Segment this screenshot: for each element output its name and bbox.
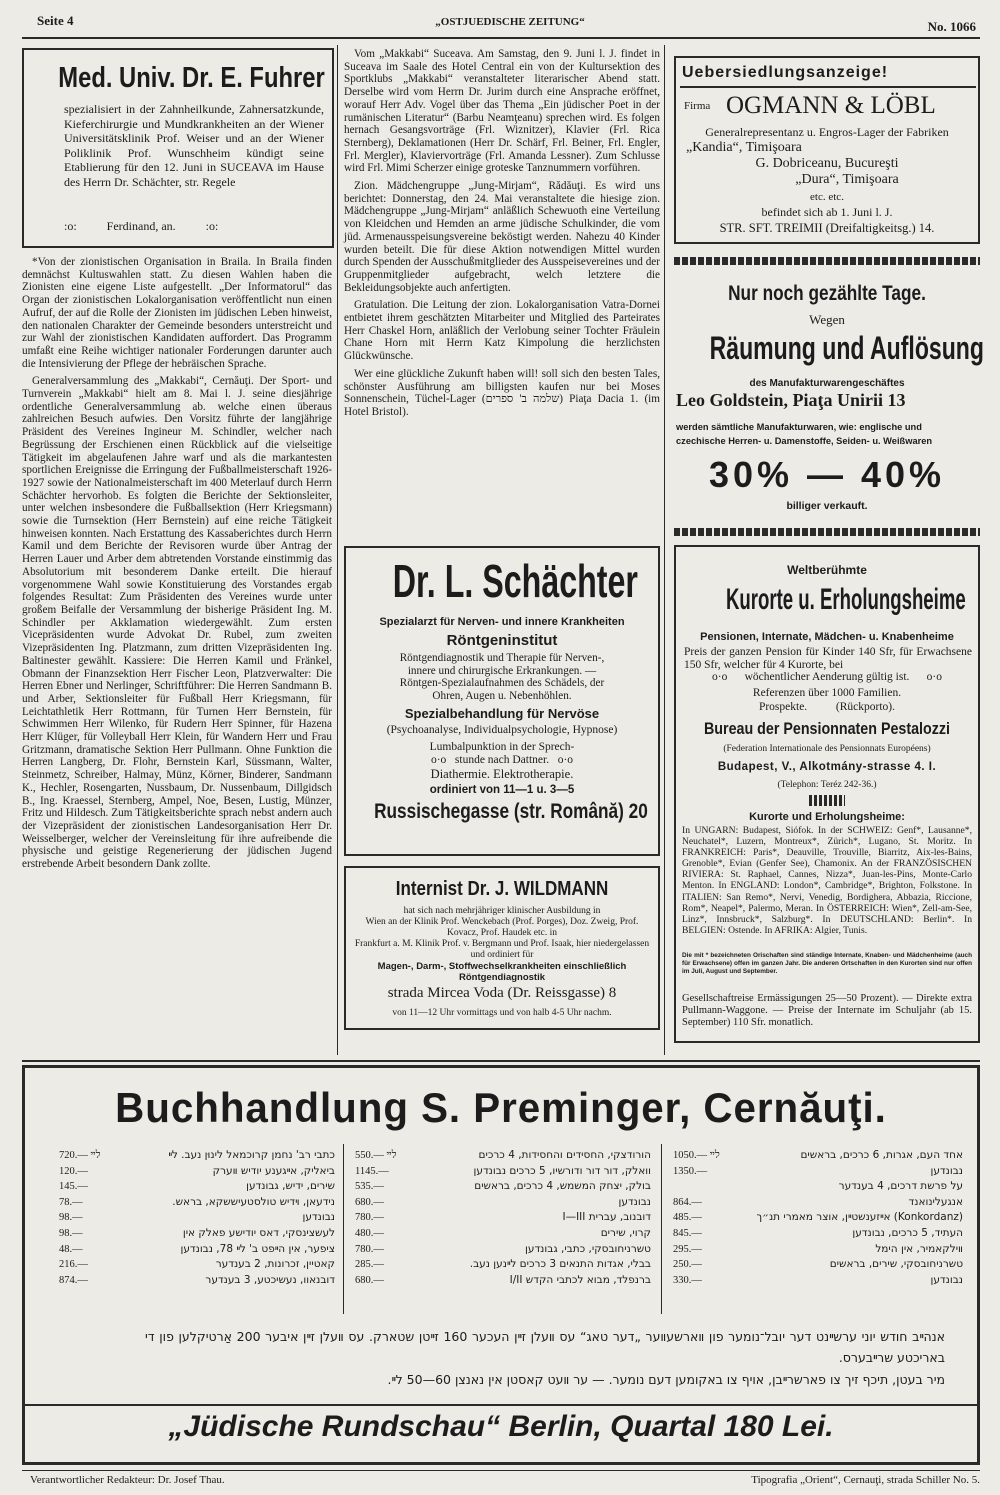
ad-wildmann (344, 866, 660, 1030)
book-price: 535.— (355, 1181, 384, 1193)
book-price: 780.— (355, 1212, 384, 1224)
institute-title: Röntgeninstitut (446, 632, 558, 649)
book-title: לעשצינסקי, דאס יודישע פאלק אין (182, 1226, 335, 1239)
book-title: אחד העם, אגרות, 6 כרכים, בראשים (800, 1149, 963, 1161)
book-title: בולק, יצחק המשמש, 4 כרכים, בראשים (474, 1180, 651, 1193)
banner-rule (25, 1404, 977, 1406)
goldstein-shop: Leo Goldstein, Piaţa Unirii 13 (676, 390, 906, 410)
goldstein-line9: billiger verkauft. (786, 500, 868, 512)
book-row (59, 1210, 335, 1226)
pestalozzi-line9: (Federation Internationale des Pensionnats Européens) (723, 744, 931, 754)
ad-ogmann (674, 56, 980, 244)
goldstein-line1: Nur noch gezählte Tage. (728, 282, 926, 305)
office-hours: ordiniert von 11—1 u. 3—5 (429, 784, 575, 796)
diathermie: Diathermie. Elektrotherapie. (430, 767, 574, 781)
ogmann-line4: „Dura“, Timişoara (795, 172, 899, 187)
ogmann-line3: G. Dobriceanu, Bucureşti (755, 156, 899, 171)
ogmann-line5: etc. etc. (810, 191, 844, 203)
institute-text: Röntgendiagnostik und Therapie für Nerven-, innere und chirurgische Erkrankungen. — Röntgen-Spezialaufnahmen des Schädels, der Ohren, Augen u. Nebenhöhlen. (399, 652, 605, 703)
book-price: 680.— (355, 1196, 384, 1208)
pestalozzi-line4: Preis der ganzen Pension für Kinder 140 Sfr, für Erwachsene 150 Sfr, welcher für 4 Kurorte, bei (684, 646, 972, 671)
book-row (59, 1164, 335, 1180)
special-text: (Psychoanalyse, Individualpsychologie, Hypnose) (386, 724, 618, 736)
book-title: קאטיין, זכרונות, 2 בענדער (215, 1258, 335, 1271)
wildmann-text3: Frankfurt a. M. Klinik Prof. v. Bergmann und Prof. Isaak, hier niedergelassen und ordiniert für (354, 939, 650, 960)
book-row (355, 1273, 651, 1289)
book-price: 780.— (355, 1243, 384, 1255)
book-price: 120.— (59, 1165, 88, 1177)
lumbal-line1: Lumbalpunktion in der Sprech- (429, 741, 575, 753)
ad-preminger (22, 1065, 980, 1465)
column-divider (664, 45, 665, 1055)
book-row (355, 1226, 651, 1242)
col1-articles (22, 256, 332, 876)
pestalozzi-line1: Weltberühmte (787, 563, 867, 577)
issue-number: No. 1066 (927, 19, 976, 34)
bookstore-title: Buchhandlung S. Preminger, Cernăuţi. (115, 1084, 887, 1131)
newspaper-title: „OSTJUEDISCHE ZEITUNG“ (435, 16, 585, 28)
article-braila: *Von der zionistischen Organisation in Braila. In Braila finden demnächst Kultuswahlen statt. Zu diesen Wahlen haben die Zionisten eine eigene Liste aufgestellt. „Der Informatorul“ das Organ der zionistischen Lokalorganisation veröffentlicht nun einen Aufruf, der auf die Rolle der Zionisten im jüdischen Leben hinweist, den nationalen Charakter der Gemeinde besonders unterstreicht und zur Wahl der zionistischen Kandidaten auffordert. Das Programm umfaßt eine Reihe wichtiger nationaler Forderungen darunter auch die Intensivierung der Pflege der hebräischen Sprache. (22, 256, 332, 370)
book-title: נבונדען (618, 1195, 651, 1208)
goldstein-line4: des Manufakturwarengeschäftes (749, 378, 905, 389)
printer-credit: Tipografia „Orient“, Cernauţi, strada Schiller No. 5. (751, 1474, 980, 1486)
list-divider (343, 1144, 344, 1314)
book-price: 285.— (355, 1259, 384, 1271)
goldstein-line6: werden sämtliche Manufakturwaren, wie: englische und (676, 422, 922, 432)
book-price: 98.— (59, 1227, 83, 1239)
decor-rule (674, 257, 980, 265)
book-price: 78.— (59, 1196, 83, 1208)
book-title: הורודצקי, החסידים והחסידות, 4 כרכים (478, 1149, 651, 1161)
ad-goldstein (674, 272, 984, 520)
book-title: ביאליק, אײגענע יודיש װערק (212, 1164, 335, 1177)
doctor-name: Internist Dr. J. WILDMANN (395, 878, 609, 900)
book-row (673, 1179, 963, 1195)
book-price: 250.— (673, 1259, 702, 1271)
book-title: נבונדען (302, 1211, 335, 1224)
article-makkabi-gv: Generalversammlung des „Makkabi“, Cernăuţi. Der Sport- und Turnverein „Makkabi“ hielt am 8. Mai l. J. seine diesjährige ordentliche Generalversammlung ab. welche einen überaus zahlreichen Besuch aufwies. Den Vorsitz führte der langjährige Präsident des Vereines Ingineur M. Schindler, welcher nach Begrüssung der Erschienen einen Rückblick auf die vielseitige Tätigkeit im abgelaufenen Jahre warf und als die markantesten sportlichen Ereignisse die Erringung der Fußballmeisterschaft 1926-1927 sowie der Nationalmeisterschaft im 400 Meterlauf durch Herrn Schächter hervorhob. Es folgten die Berichte der Sektionsleiter, unter welchen insbesondere die Fußballsektion (Herr Kriegsmann) sowie die Turnsektion (Herr Bernstein) auf eine reiche Tätigkeit hinweisen konnten. Nach Erstattung des Kassaberichtes durch Herrn Kamil und dem Berichte der Revisoren wurde über Antrag der Herren Lauer und Arber dem abtretenden Vorstande einstimmig das Absolutorium mit besonderem Danke erteilt. Die hierauf vorgenommene Wahl sowie Konstituierung des Vorstandes ergab folgendes Resultat: Zum Präsidenten des Vereines wurde unter großem Beifalle der Versammlung der bisherige Präsident Ing. M. Schindler per Akklamation wiedergewählt. Zum ersten Vicepräsidenten wurde Advokat Dr. Rubel, zum zweiten Vizepräsidenten Ing. Platzmann, zum dritten Vizepräsidenten Ing. Baltinester gewählt. Kassiere: Die Herren Kamil und Fränkel, Obmann der Finanzsektion Herr Fischer Leon, Platzverwalter: Die Herren Ebner und Nerlinger, Schriftführer: Die Herren Sandmann B. und Arber, Sektionsleiter für Fußball Herr Kriegsmann, für Leichtathletik Herr Rottmann, für Turnen Herr Bernstein, für Schwimmen Herr Wilenko, für Rudern Herr Spinner, für Hazena Herr Klüger, für Volleyball Herr Klein, für Wandern Herr und Frau Gritzmann, dramatische Sektion Herr Pullmann. Ohne Funktion die Herren Langberg, Dr. Flohr, Bernstein Karl, Süssmann, Walter, Steinmetz, Schreiber, Halmay, Münz, Körner, Binderer, Sandmann K., Hechler, Rosengarten, Nussbaum, Dr. Nussenbaum, Dillgidsch B., Ing. Kraessel, Sternberg, Ampel, Noe, Besen, Lustig, Münzer, Fritz und Hildesch. Zum Tätigkeitsberichte sprach nebst andern auch der Vizepräsident der zionistischen Landesorganisation Herr Dr. Weisselberger, welcher der Vereinsleitung für ihre aufreibende die physische und geistige Regenerierung der jüdischen Jugend erstrebende Arbeit besondern Dank zollte. (22, 375, 332, 871)
page-number: Seite 4 (37, 13, 74, 28)
book-price: 864.— (673, 1196, 702, 1208)
book-row (59, 1195, 335, 1211)
firma-label: Firma (684, 100, 711, 112)
book-title: אנגעלינואנד (908, 1195, 963, 1208)
book-row (673, 1226, 963, 1242)
book-title: (Konkordanz) אײזענשטײן, אוצר מאמרי תנ״ך (756, 1211, 963, 1224)
book-row (59, 1179, 335, 1195)
book-price: 98.— (59, 1212, 83, 1224)
book-price: 874.— (59, 1274, 88, 1286)
bureau-name: Bureau der Pensionnaten Pestalozzi (703, 719, 950, 738)
pestalozzi-line15: Gesellschaftreise Ermässigungen 25—50 Prozent). — Direkte extra Pullmann-Waggone. — Preise der Internate im Schuljahr (ab 15. September) 110 Sfr. monatlich. (682, 993, 972, 1028)
pestalozzi-line5: o·o wöchentlicher Aenderung gültig ist. o·o (712, 671, 942, 683)
address: Russischegasse (str. Română) 20 (374, 800, 648, 823)
book-price: 216.— (59, 1259, 88, 1271)
pestalozzi-headline: Kurorte u. Erholungsheime (725, 583, 966, 616)
book-title: װילקאמיר, אין הימל (875, 1242, 963, 1255)
book-price: 1145.— (355, 1165, 389, 1177)
book-row (355, 1242, 651, 1258)
resort-note: Die mit * bezeichneten Orischaften sind ständige Internate, Knaben- und Mädchenheime (auch für Erwachsene) offen im ganzen Jahr. Die anderen Ortschaften in den Kurorten sind nur offen im Juli, August und September. (682, 952, 972, 975)
doctor-name: Med. Univ. Dr. E. Fuhrer (58, 62, 325, 94)
book-row (355, 1210, 651, 1226)
book-title: בבלי, אגדות התנאים 3 כרכים לײנען נעב. (469, 1258, 651, 1271)
der-tog-notice: אנהײב חודש יוני ערשײנט דער יובל־נומער פון װארשעװער „דער טאג“ עס װעלן זײן העכער 160 זײטן שטארק. עס װעלן זײן איבער 200 אַרטיקלען פון די באריכטע שרײבערס. (145, 1329, 945, 1365)
decor-rule (674, 528, 980, 536)
article-gratulation: Gratulation. Die Leitung der zion. Lokalorganisation Vatra-Dornei entbietet ihrem geschätzten Mitarbeiter und Mitglied des Parteirates Herr Chaskel Horn, anläßlich der Verlobung seiner Tochter Fräulein Chane Horn mit Herrn Katz Kimpolung die herzlichsten Glückwünsche. (344, 299, 660, 363)
lumbal-line2: o·o stunde nach Dattner. o·o (430, 754, 574, 766)
book-row (355, 1257, 651, 1273)
address: strada Mircea Voda (Dr. Reissgasse) 8 (387, 985, 617, 1001)
book-price: 680.— (355, 1274, 384, 1286)
book-price: 1350.— (673, 1165, 708, 1177)
goldstein-line2: Wegen (809, 312, 845, 327)
book-title: קרוי, שירים (600, 1226, 651, 1239)
article-tales: Wer eine glückliche Zukunft haben will! soll sich den besten Tales, schönster Ausführung am billigsten kaufen nur bei Moses Sonnenschein, Tüchel-Lager (שלמה ב' ספרים) Piaţa Dacia 1. (im Hotel Bristol). (344, 367, 660, 418)
book-title: דובנוב, עברית I—III (562, 1211, 651, 1224)
wildmann-text1: hat sich nach mehrjähriger klinischer Ausbildung in (403, 906, 601, 916)
ogmann-line1: Generalrepresentanz u. Engros-Lager der Fabriken (705, 125, 949, 139)
book-row (673, 1273, 963, 1289)
book-row (59, 1257, 335, 1273)
ad-rule (680, 86, 976, 88)
goldstein-line7: czechische Herren- u. Damenstoffe, Seiden- u. Weißwaren (676, 436, 933, 446)
book-price: 845.— (673, 1227, 702, 1239)
company-name: OGMANN & LÖBL (726, 92, 936, 119)
book-row (673, 1257, 963, 1273)
book-price: 720.— לײ (59, 1150, 101, 1161)
ad-last-line: :o: Ferdinand, an. :o: (64, 219, 219, 233)
book-price: 330.— (673, 1274, 702, 1286)
book-title: כתבי רב' נחמן קרוכמאל לינוּן נעב. לײ (168, 1149, 335, 1161)
book-row (59, 1148, 335, 1164)
article-jung-mirjam: Zion. Mädchengruppe „Jung-Mirjam“, Rădăuţi. Es wird uns berichtet: Donnerstag, den 24. Mai veranstaltete die hiesige zion. Mädchengruppe „Jung-Mirjam“ anläßlich Schewuoth eine Verteilung von Kleidchen und Hemden an arme jüdische Schulkinder, die vom jüd. Armenausspeisungsvereine beköstigt werden. Nahezu 40 Kinder wurden beteilt. Die für diese Aktion notwendigen Mittel wurden durch Spenden der Ausschußmitglieder des Ausspeisevereines und der Gruppenmitglieder aufgebracht, welch letztere die Bekleidungsobjekte auch anfertigten. (344, 180, 660, 294)
book-title: ציפער, אין הײפט ב' לײ 78, נבונדען (180, 1242, 335, 1255)
book-row (355, 1148, 651, 1164)
ad-text: spezialisiert in der Zahnheilkunde, Zahnersatzkunde, Kieferchirurgie und Mundkrankheiten an der Wiener Universitätsklinik Prof. Weiser und an der Wiener Poliklinik Prof. Wunschheim kündigt seine Etablierung für den 12. Juni in SUCEAVA im Hause des Herrn Dr. Schächter, str. Regele (64, 102, 324, 189)
book-row (59, 1242, 335, 1258)
ogmann-line6: befindet sich ab 1. Juni l. J. (761, 205, 893, 219)
book-title: דובנאוו, נעשיכטע, 3 בענדער (205, 1273, 335, 1286)
booklist-left (673, 1148, 963, 1288)
book-row (673, 1195, 963, 1211)
pestalozzi-line6: Referenzen über 1000 Familien. (752, 687, 902, 699)
book-title: טשרניחובסקי, שירים, בראשים (829, 1258, 963, 1271)
book-row (673, 1242, 963, 1258)
section-rule (22, 1060, 980, 1062)
book-row (355, 1164, 651, 1180)
book-price: 550.— לײ (355, 1150, 397, 1161)
wildmann-text2: Wien an der Klinik Prof. Wenckebach (Prof. Porges), Doz. Zweig, Prof. Kovacz, Prof. Haudek etc. in (365, 917, 639, 938)
book-row (673, 1210, 963, 1226)
header-rule (22, 37, 980, 39)
editor-credit: Verantwortlicher Redakteur: Dr. Josef Thau. (30, 1474, 225, 1486)
book-price: 480.— (355, 1227, 384, 1239)
pestalozzi-line3: Pensionen, Internate, Mädchen- u. Knabenheime (700, 631, 954, 643)
booklist-right (59, 1148, 335, 1288)
bureau-address: Budapest, V., Alkotmány-strasse 4. I. (717, 761, 937, 773)
pestalozzi-line12: Kurorte und Erholungsheime: (749, 811, 905, 823)
ad-subtitle: Spezialarzt für Nerven- und innere Krankheiten (379, 616, 625, 628)
footer-rule (22, 1470, 980, 1471)
book-row (355, 1195, 651, 1211)
ad-schaechter (344, 546, 660, 856)
book-price: 145.— (59, 1181, 88, 1193)
ogmann-line2: „Kandia“, Timişoara (686, 140, 802, 155)
book-row (59, 1226, 335, 1242)
book-title: נבונדען (930, 1273, 963, 1286)
book-title: טשרניחובסקי, כתבי, גבונדען (525, 1242, 651, 1255)
book-title: על פרשת דרכים, 4 בענדער (838, 1180, 963, 1193)
booklist-middle (355, 1148, 651, 1288)
book-title: שירים, ידיש, גבונדען (246, 1180, 335, 1193)
book-title: ברנפלד, מבוא לכתבי הקדש I/II (509, 1273, 651, 1286)
ad-fuhrer (22, 48, 334, 248)
list-divider (661, 1144, 662, 1314)
column-divider (337, 45, 338, 1055)
discount: 30% — 40% (708, 454, 946, 495)
article-makkabi-suceava: Vom „Makkabi“ Suceava. Am Samstag, den 9. Juni l. J. findet in Suceava im Saale des Hotel Central ein von der Kultursektion des Sportklubs „Makkabi“ veranstalteter literarischer Abend statt. Derselbe wird vom Herrn Dr. Jurim durch eine Ansprache eröffnet, worauf Herr Adv. Vogel über das Thema „Ein jüdischer Poet in der rumänischen Literatur“ (Barbu Neamţeanu) sprechen wird. Es folgen hernach Gesangsvorträge (Frl. Wiznitzer), Klavier (Frl. Rica Sternberg), Deklamationen (Herr Dr. Schärf, Frl. Beiner, Frl. Engler, Frl. Mergler), Klaviervorträge (Frl. Amanda Lessner). Zum Schlusse wird Frl. Mimi Scherzer einige groteske Tanznummern vorführen. (344, 48, 660, 175)
rundschau-ad: „Jüdische Rundschau“ Berlin, Quartal 180 Lei. (168, 1410, 834, 1443)
ad-title: Uebersiedlungsanzeige! (682, 64, 889, 81)
book-title: וואלק, דור דור ודורשיו, 5 כרכים נבונדען (473, 1164, 651, 1177)
ogmann-line7: STR. SFT. TREIMII (Dreifaltigkeitsg.) 14. (719, 221, 935, 235)
book-price: 295.— (673, 1243, 702, 1255)
goldstein-headline: Räumung und Auflösung (709, 330, 984, 366)
resort-list: In UNGARN: Budapest, Siófok. In der SCHWEIZ: Genf*, Lausanne*, Neuchatel*, Luzern, Montreux*, Zürich*, Lugano, St. Moritz. In FRANKREICH: Paris*, Deauville, Trouville, Biarritz, Aix-les-Bains, Grenoble*, Evian (Genfer See), Chamonix. An der FRANZÖSISCHEN RIVIERA: St. Raphael, Cannes, Nizza*, Juan-les-Pins, Monte-Carlo Menton. In ENGLAND: London*, Cambridge*, Brighton, Folkstone. In ITALIEN: San Remo*, Nervi, Venedig, Bordighera, Abbazia, Riccione, Rom*, Neapel*, Palermo, Meran. In ÖSTERREICH: Wien*, Zell-am-See, Linz*, Innsbruck*, Salzburg*. In DEUTSCHLAND: Berlin*. In BELGIEN: Ostende. In AFRIKA: Algier, Tunis. (682, 825, 972, 936)
special-title: Spezialbehandlung für Nervöse (404, 706, 600, 721)
col2-articles (344, 48, 660, 424)
doctor-name: Dr. L. Schächter (392, 555, 638, 607)
book-title: נידעאן, ױדיש טולסטעיששקא, בראש. (172, 1195, 335, 1208)
ad-pestalozzi (674, 545, 980, 1043)
der-tog-price: מיר בעטן, תיכף זיך צו פארשרײבן, אויף צו באקומען דעם נומער. — ער װעט קאסטן אין נאנצן 60—50 לײ. (387, 1372, 945, 1387)
office-hours: von 11—12 Uhr vormittags und von halb 4-5 Uhr nachm. (392, 1008, 612, 1018)
book-title: נבונדען (930, 1164, 963, 1177)
pestalozzi-line7: Prospekte. (Rückporto). (758, 701, 896, 713)
book-row (355, 1179, 651, 1195)
book-row (59, 1273, 335, 1289)
book-price: 48.— (59, 1243, 83, 1255)
book-price: 485.— (673, 1212, 702, 1224)
book-row (673, 1148, 963, 1164)
wildmann-specialty: Magen-, Darm-, Stoffwechselkrankheiten einschließlich Röntgendiagnostik (377, 961, 627, 983)
book-title: העתיד, 5 כרכים, נבונדען (852, 1226, 963, 1239)
book-price: 1050.— לײ (673, 1150, 720, 1161)
bureau-phone: (Telephon: Teréz 242-36.) (777, 780, 877, 790)
decor-mark (809, 795, 845, 806)
book-row (673, 1164, 963, 1180)
